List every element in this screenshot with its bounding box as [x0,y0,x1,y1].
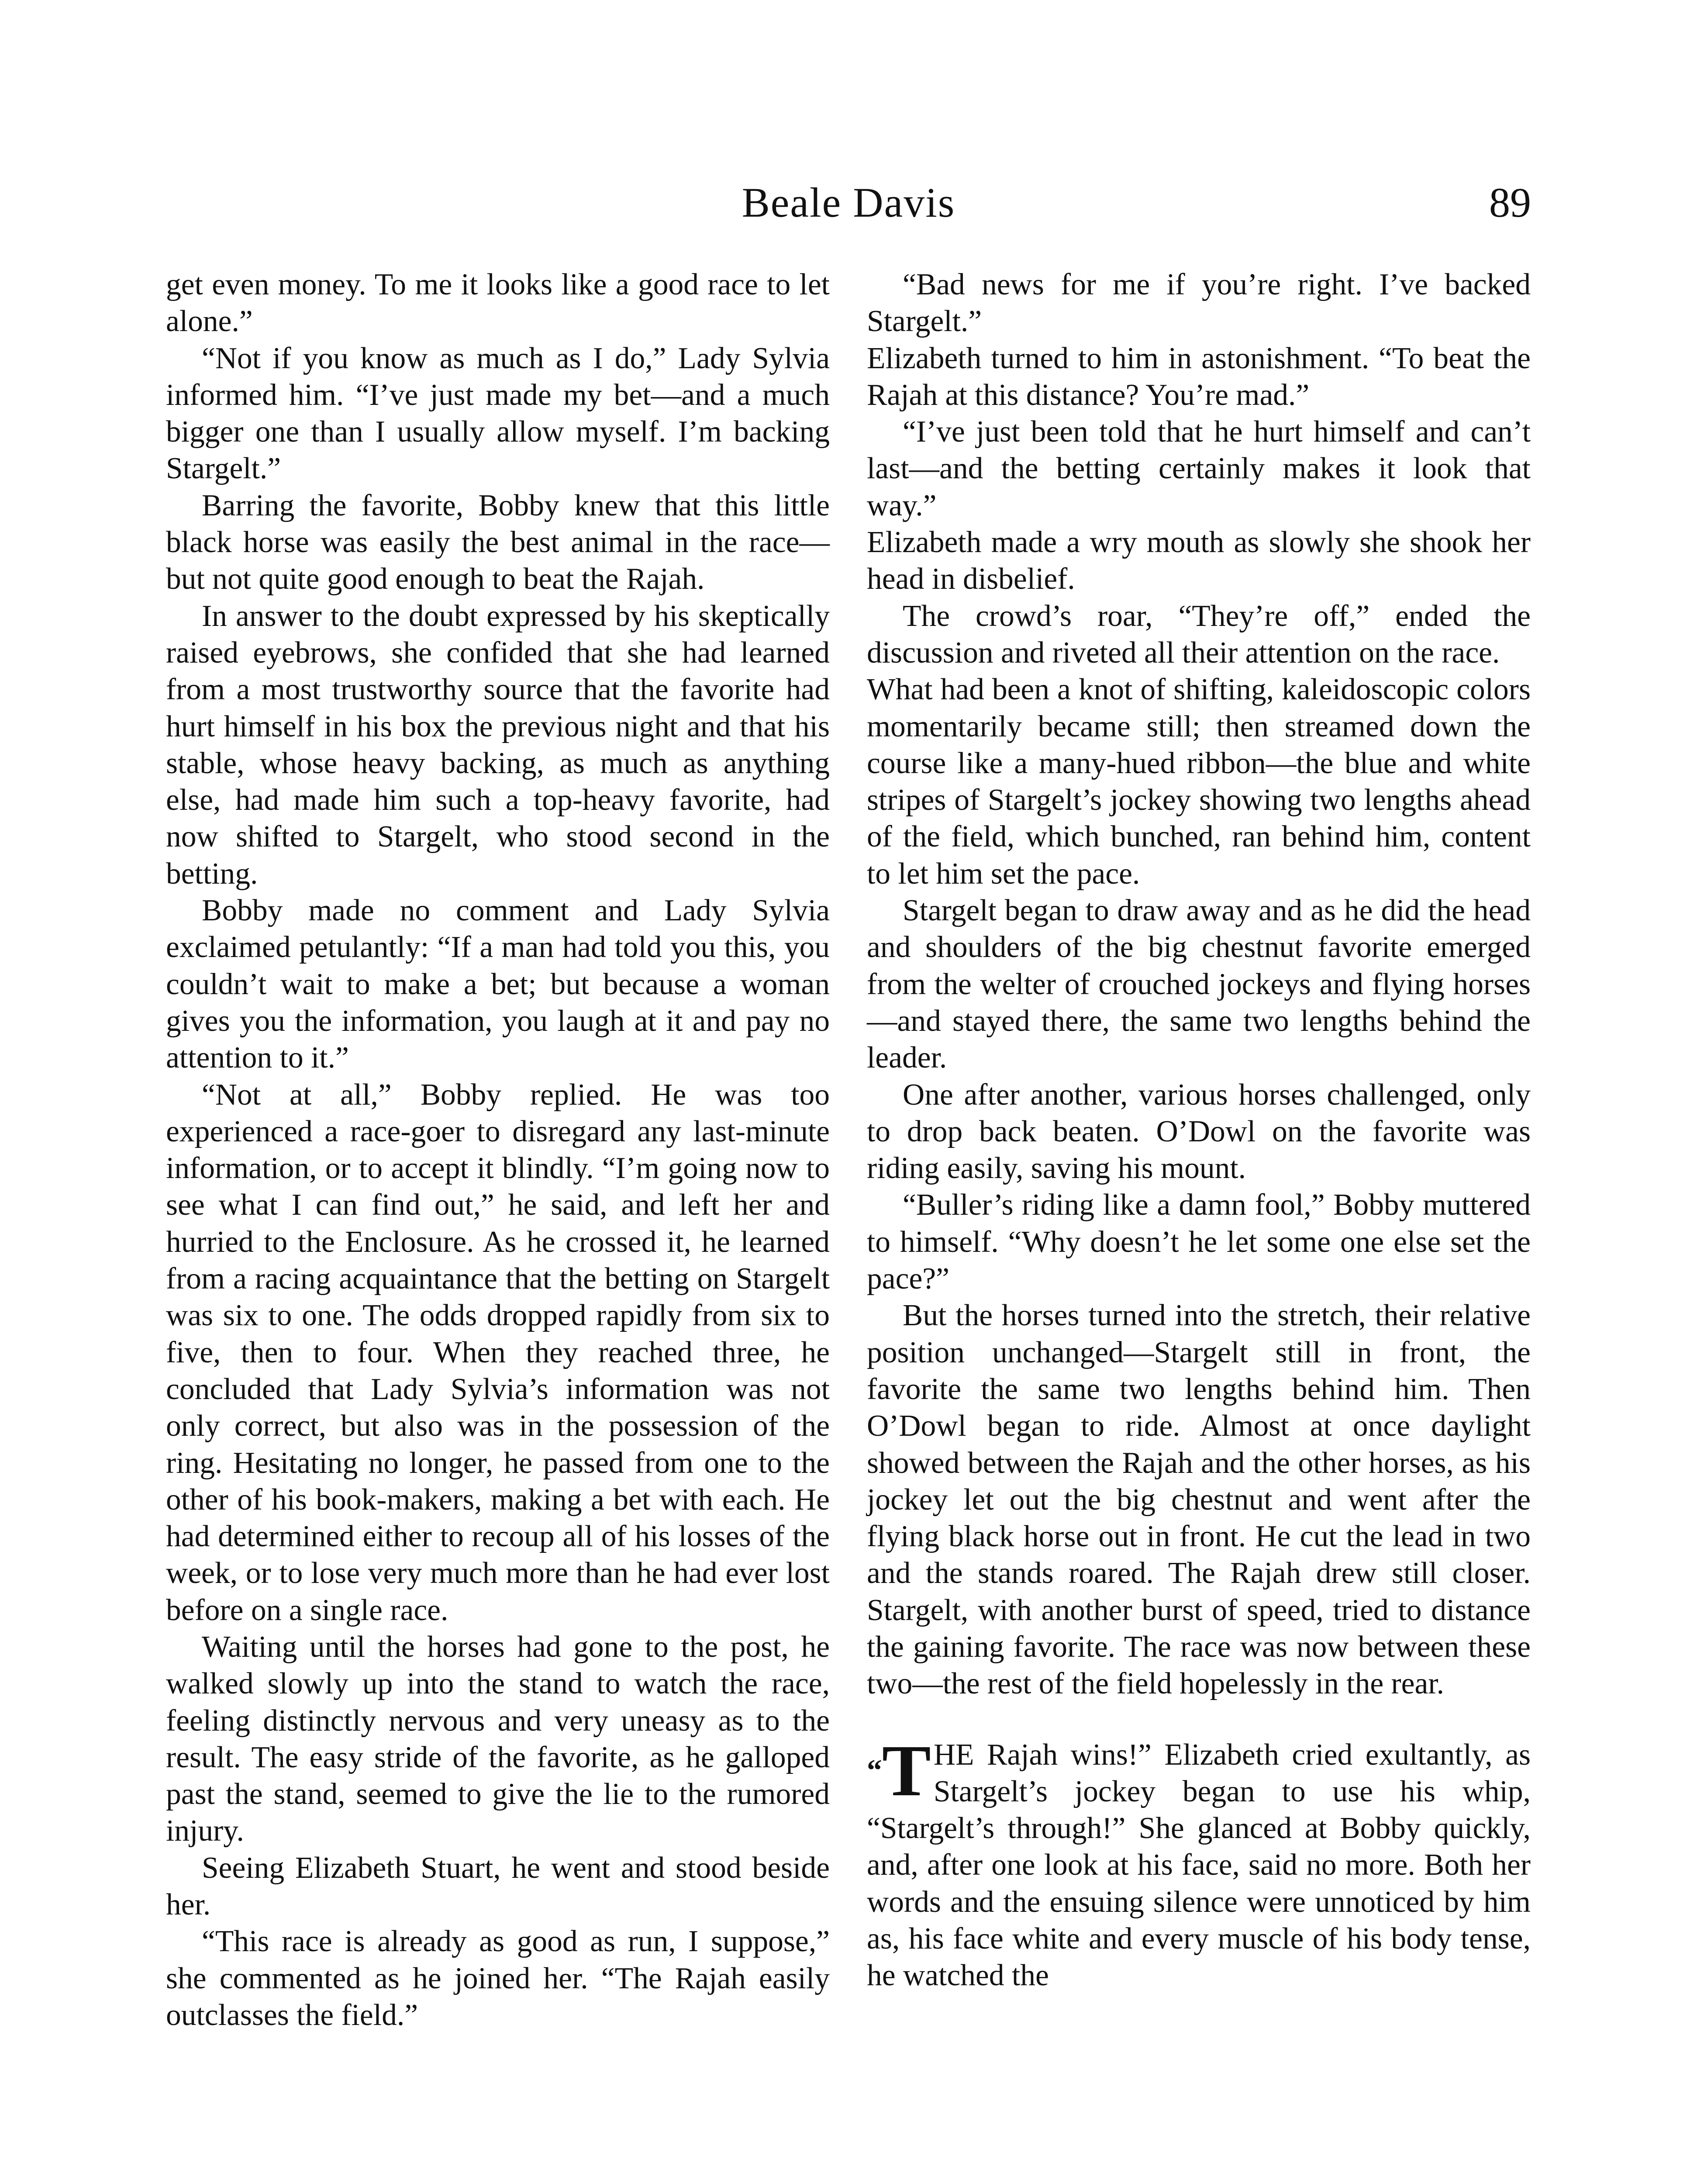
paragraph: Seeing Elizabeth Stuart, he went and stood beside her. [166,1851,830,1922]
section-break [867,1703,1531,1737]
paragraph: The crowd’s roar, “They’re off,” ended the discussion and riveted all their attention on the race. [867,599,1531,670]
paragraph: “Buller’s riding like a damn fool,” Bobby muttered to himself. “Why doesn’t he let some one else set the pace?” [867,1188,1531,1296]
page-number: 89 [1489,179,1531,226]
left-column [166,266,830,2034]
drop-cap-quote: “ [867,1753,882,1787]
paragraph-text: Rajah wins!” Elizabeth cried exultantly, as Stargelt’s jockey began to use his whip, “Stargelt’s through!” She glanced at Bobby quickly, and, after one look at his face, said no more. Both her words and the ensuing silence were unnoticed by him as, his face white and every muscle of his body tense, he watched the [867,1738,1531,1993]
paragraph: “Bad news for me if you’re right. I’ve backed Stargelt.” [867,268,1531,339]
paragraph: Elizabeth made a wry mouth as slowly she shook her head in disbelief. [867,525,1531,596]
small-caps-lead: HE [933,1738,974,1772]
paragraph: get even money. To me it looks like a good race to let alone.” [166,268,830,339]
paragraph: Barring the favorite, Bobby knew that this little black horse was easily the best animal in the race—but not quite good enough to beat the Rajah. [166,488,830,596]
paragraph: Elizabeth turned to him in astonishment. “To beat the Rajah at this distance? You’re mad.” [867,341,1531,412]
right-column [867,266,1531,1994]
paragraph: Stargelt began to draw away and as he did the head and shoulders of the big chestnut favorite emerged from the welter of crouched jockeys and flying horses—and stayed there, the same two lengths behind the leader. [867,894,1531,1075]
paragraph: But the horses turned into the stretch, their relative position unchanged—Stargelt still in front, the favorite the same two lengths behind him. Then O’Dowl began to ride. Almost at once daylight showed between the Rajah and the other horses, as his jockey let out the big chestnut and went after the flying black horse out in front. He cut the lead in two and the stands roared. The Rajah drew still closer. Stargelt, with another burst of speed, tried to distance the gaining favorite. The race was now between these two—the rest of the field hopelessly in the rear. [867,1299,1531,1701]
paragraph: What had been a knot of shifting, kaleidoscopic colors momentarily became still; then streamed down the course like a many-hued ribbon—the blue and white stripes of Stargelt’s jockey showing two lengths ahead of the field, which bunched, ran behind him, content to let him set the pace. [867,673,1531,891]
paragraph: “This race is already as good as run, I suppose,” she commented as he joined her. “The Rajah easily outclasses the field.” [166,1925,830,2032]
running-title: Beale Davis [742,179,955,226]
paragraph: “Not at all,” Bobby replied. He was too experienced a race-goer to disregard any last-minute information, or to accept it blindly. “I’m going now to see what I can find out,” he said, and left her and hurried to the Enclosure. As he crossed it, he learned from a racing acquaintance that the betting on Stargelt was six to one. The odds dropped rapidly from six to five, then to four. When they reached three, he concluded that Lady Sylvia’s information was not only correct, but also was in the possession of the ring. Hesitating no longer, he passed from one to the other of his book-makers, making a bet with each. He had determined either to recoup all of his losses of the week, or to lose very much more than he had ever lost before on a single race. [166,1078,830,1627]
paragraph: In answer to the doubt expressed by his skeptically raised eyebrows, she confided that she had learned from a most trustworthy source that the favorite had hurt himself in his box the previous night and that his stable, whose heavy backing, as much as anything else, had made him such a top-heavy favorite, had now shifted to Stargelt, who stood second in the betting. [166,599,830,891]
paragraph: Bobby made no comment and Lady Sylvia exclaimed petulantly: “If a man had told you this, you couldn’t wait to make a bet; but because a woman gives you the information, you laugh at it and pay no attention to it.” [166,894,830,1075]
paragraph: Waiting until the horses had gone to the post, he walked slowly up into the stand to watch the race, feeling distinctly nervous and very uneasy as to the result. The easy stride of the favorite, as he galloped past the stand, seemed to give the lie to the rumored injury. [166,1630,830,1848]
drop-cap [867,1730,931,1811]
paragraph: One after another, various horses challenged, only to drop back beaten. O’Dowl on the favorite was riding easily, saving his mount. [867,1078,1531,1185]
paragraph: “Not if you know as much as I do,” Lady Sylvia informed him. “I’ve just made my bet—and a much bigger one than I usually allow myself. I’m backing Stargelt.” [166,341,830,486]
page-header [166,178,1531,235]
dropcap-paragraph [867,1730,1531,1994]
paragraph: “I’ve just been told that he hurt himself and can’t last—and the betting certainly makes it look that way.” [867,415,1531,522]
drop-cap-letter: T [882,1730,931,1811]
